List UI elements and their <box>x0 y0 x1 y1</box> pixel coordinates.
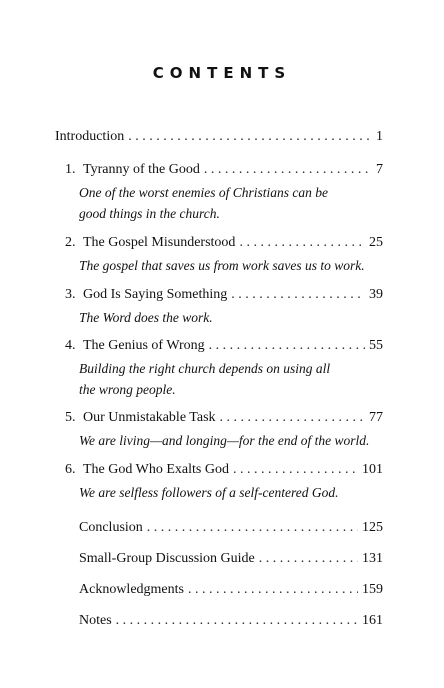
chapter-summary: We are living—and longing—for the end of the world. <box>79 433 370 448</box>
toc-entry-page: 125 <box>362 520 383 535</box>
toc-entry-page: 77 <box>369 410 383 425</box>
toc-entry-label: The God Who Exalts God <box>83 462 229 477</box>
toc-entry-page: 131 <box>362 551 383 566</box>
dot-leader <box>233 460 358 480</box>
toc-entry-page: 39 <box>369 287 383 302</box>
toc-entry-chapter-4[interactable] <box>65 336 383 400</box>
chapter-number: 3. <box>65 287 76 302</box>
toc-entry-label: The Genius of Wrong <box>83 338 205 353</box>
dot-leader <box>259 549 358 569</box>
toc-entry-page: 55 <box>369 338 383 353</box>
toc-entry-introduction[interactable] <box>55 127 383 147</box>
toc-entry-discussion-guide[interactable] <box>79 549 383 569</box>
toc-entry-label: Our Unmistakable Task <box>83 410 216 425</box>
chapter-summary: The Word does the work. <box>79 310 213 325</box>
dot-leader <box>220 408 365 428</box>
chapter-summary: Building the right church depends on using all the wrong people. <box>79 361 331 397</box>
toc-entry-label: Small-Group Discussion Guide <box>79 551 255 566</box>
toc-entry-label: Conclusion <box>79 520 143 535</box>
toc-entry-label: Introduction <box>55 129 125 144</box>
toc-entry-label: Notes <box>79 613 112 628</box>
toc-entry-chapter-2[interactable] <box>65 233 383 276</box>
toc-entry-page: 1 <box>376 129 383 144</box>
toc-entry-label: Tyranny of the Good <box>83 162 200 177</box>
dot-leader <box>204 160 372 180</box>
toc-entry-page: 101 <box>362 462 383 477</box>
toc-entry-acknowledgments[interactable] <box>79 580 383 600</box>
chapter-number: 6. <box>65 462 76 477</box>
toc-entry-notes[interactable] <box>79 611 383 631</box>
chapter-summary: One of the worst enemies of Christians can be good things in the church. <box>79 185 328 221</box>
chapter-summary: We are selfless followers of a self-centered God. <box>79 485 339 500</box>
dot-leader <box>116 611 358 631</box>
toc-entry-conclusion[interactable] <box>79 518 383 538</box>
chapter-number: 4. <box>65 338 76 353</box>
toc-entry-chapter-3[interactable] <box>65 285 383 328</box>
toc-entry-chapter-5[interactable] <box>65 408 383 451</box>
toc-entry-page: 25 <box>369 235 383 250</box>
toc-entry-chapter-1[interactable] <box>65 160 383 224</box>
toc-entry-page: 159 <box>362 582 383 597</box>
dot-leader <box>209 336 365 356</box>
toc-entry-label: The Gospel Misunderstood <box>83 235 236 250</box>
page-title: CONTENTS <box>152 64 292 82</box>
chapter-summary: The gospel that saves us from work saves us to work. <box>79 258 365 273</box>
toc-entry-label: Acknowledgments <box>79 582 184 597</box>
dot-leader <box>239 233 365 253</box>
toc-entry-page: 7 <box>376 162 383 177</box>
dot-leader <box>128 127 372 147</box>
chapter-number: 2. <box>65 235 76 250</box>
dot-leader <box>231 285 365 305</box>
dot-leader <box>188 580 358 600</box>
toc-entry-chapter-6[interactable] <box>65 460 383 503</box>
chapter-number: 5. <box>65 410 76 425</box>
dot-leader <box>147 518 358 538</box>
chapter-number: 1. <box>65 162 76 177</box>
toc-entry-page: 161 <box>362 613 383 628</box>
toc-entry-label: God Is Saying Something <box>83 287 228 302</box>
